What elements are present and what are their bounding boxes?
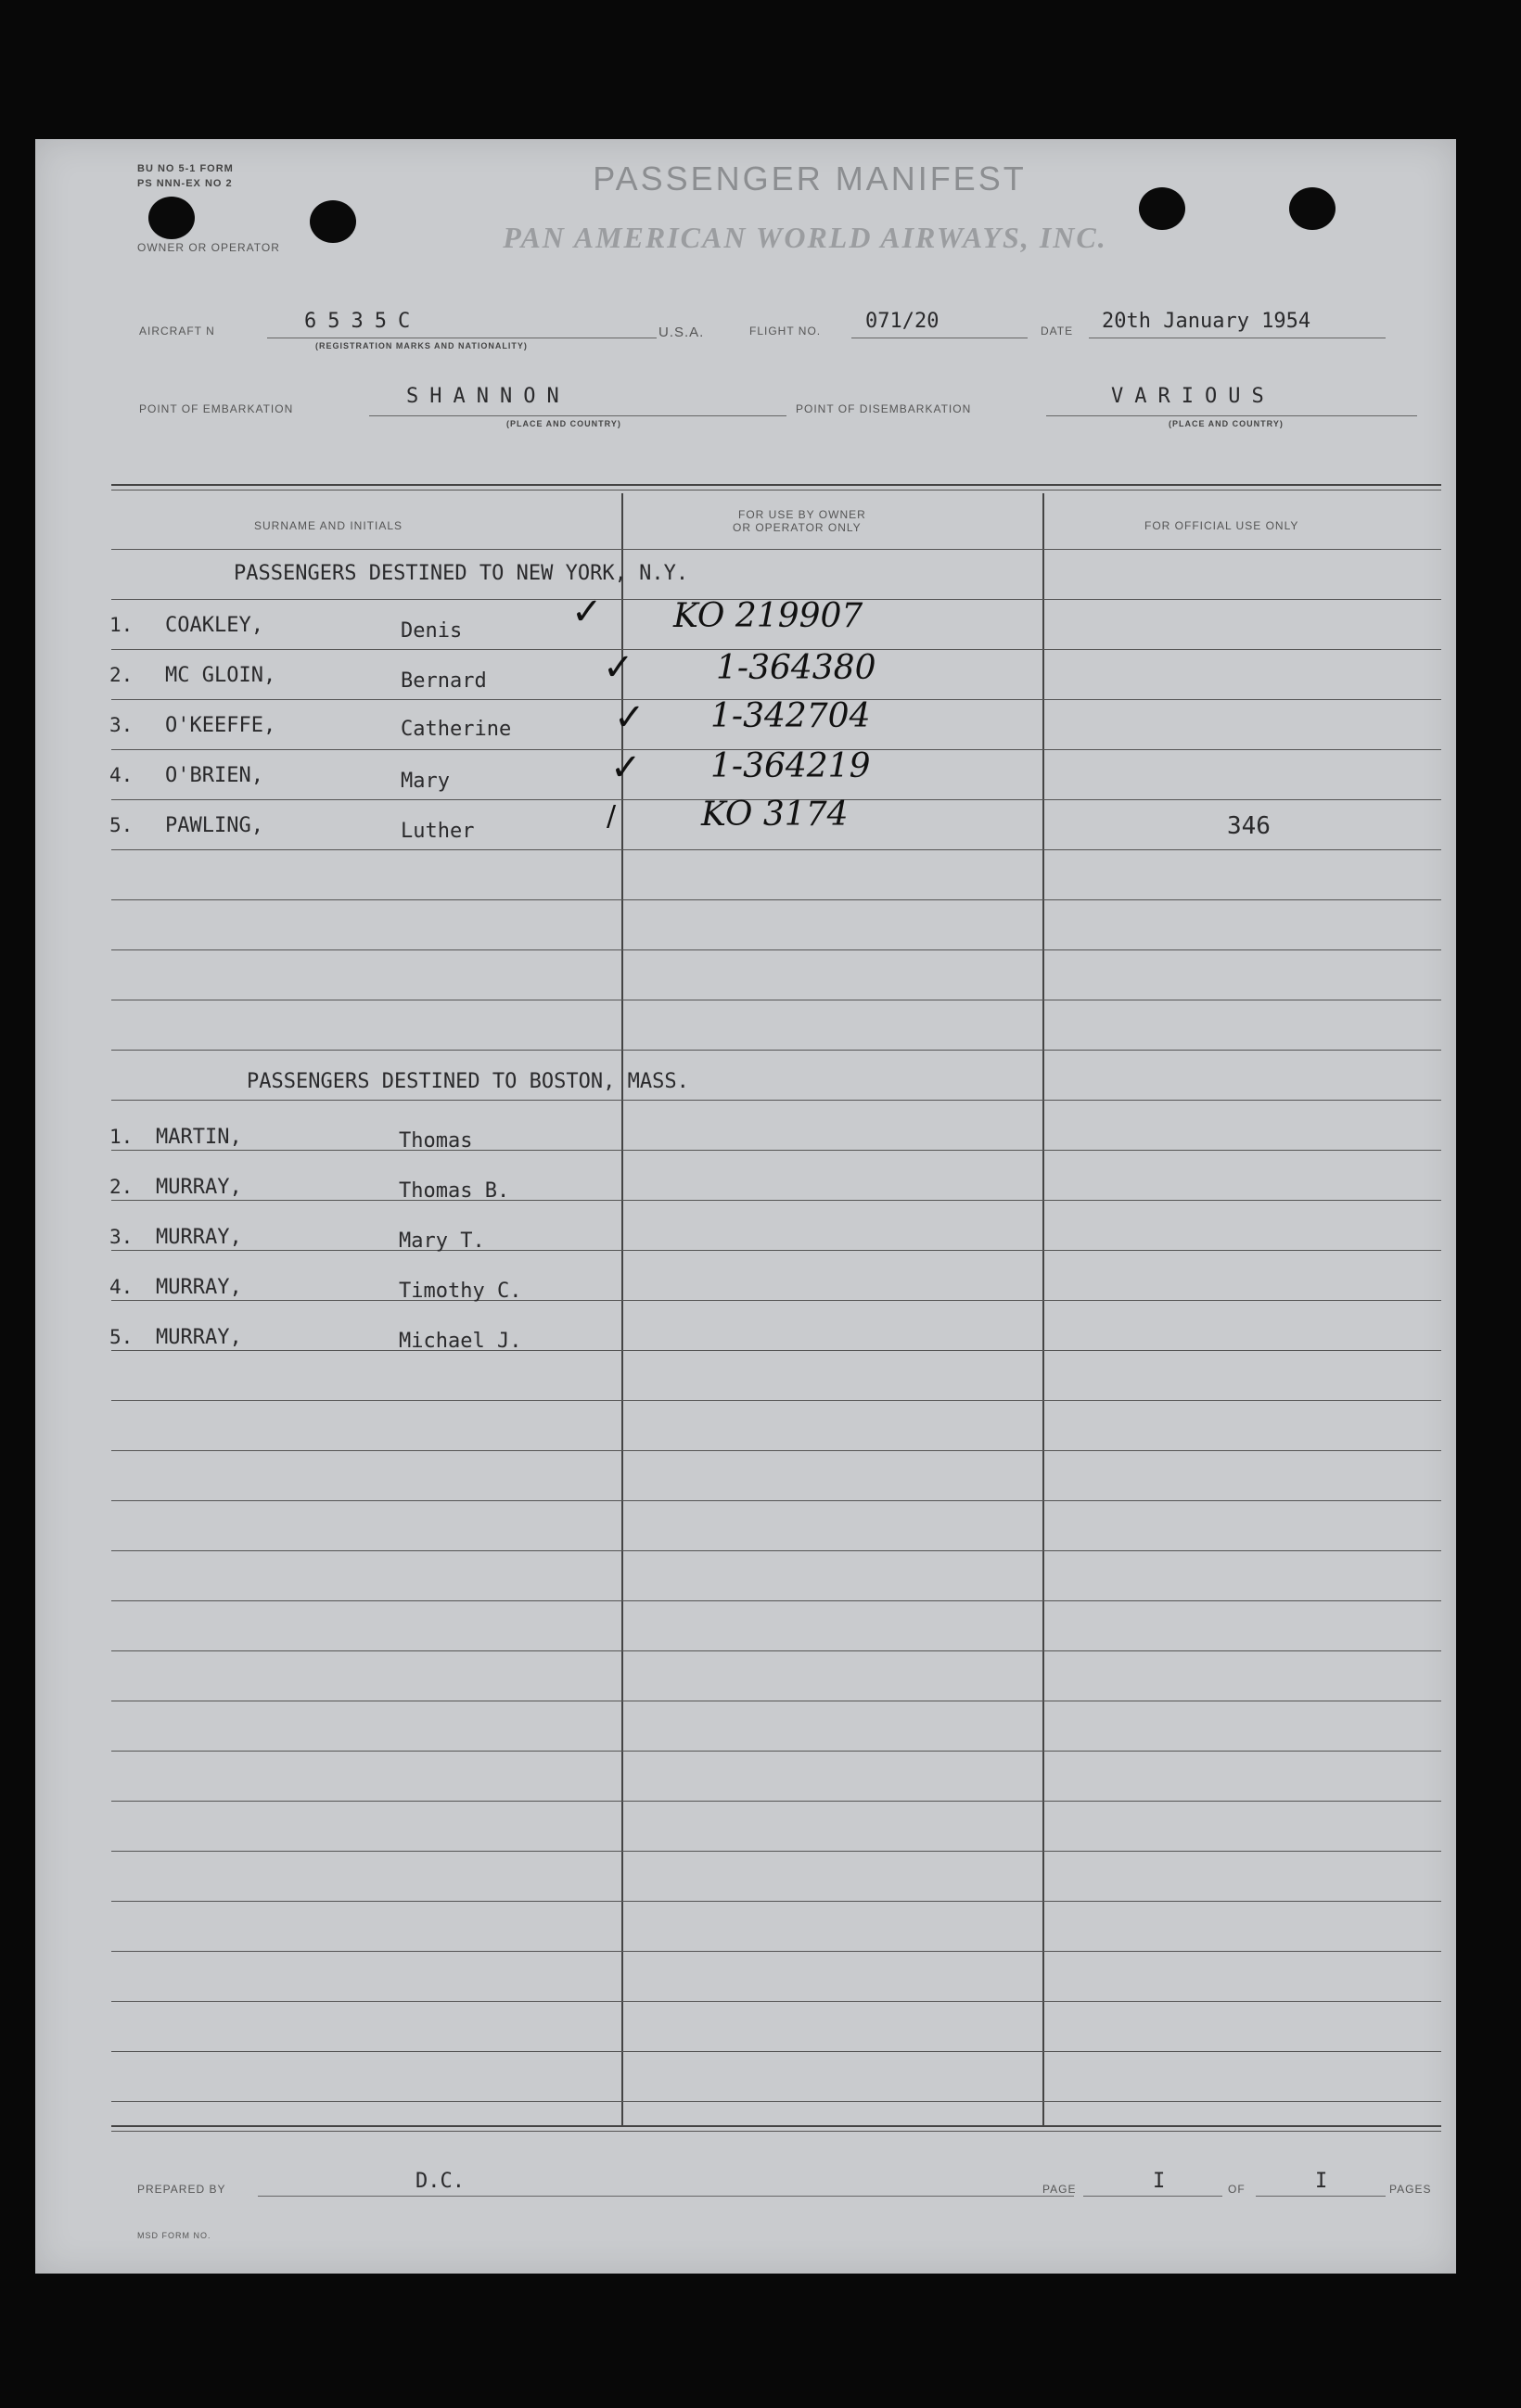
table-bottom-rule — [111, 2125, 1441, 2127]
checkmark-icon: ✓ — [614, 696, 645, 739]
disembarkation-label: POINT OF DISEMBARKATION — [796, 402, 972, 415]
rule-line — [111, 1951, 1441, 1952]
rule-line — [111, 1250, 1441, 1251]
embarkation-label: POINT OF EMBARKATION — [139, 402, 294, 415]
passenger-given-name: Luther — [401, 820, 475, 843]
airline-name: PAN AMERICAN WORLD AIRWAYS, INC. — [503, 221, 1107, 254]
rule-line — [111, 1851, 1441, 1852]
owner-operator-label: OWNER OR OPERATOR — [137, 241, 280, 254]
rule-line — [111, 1200, 1441, 1201]
rule-line — [111, 1300, 1441, 1301]
row-number: 5. — [109, 1326, 134, 1348]
row-number: 3. — [109, 1226, 134, 1248]
rule-line — [111, 1801, 1441, 1802]
checkmark-icon: ✓ — [571, 591, 603, 633]
passenger-given-name: Denis — [401, 619, 463, 643]
row-number: 3. — [109, 714, 134, 736]
group-heading-new-york: PASSENGERS DESTINED TO NEW YORK, N.Y. — [234, 562, 689, 585]
rule-line — [111, 1150, 1441, 1151]
rule-line — [111, 1450, 1441, 1451]
ticket-number: 1-364219 — [710, 747, 871, 785]
embarkation-place-note: (PLACE AND COUNTRY) — [506, 419, 621, 428]
page-underline — [1083, 2196, 1222, 2197]
passenger-given-name: Timothy C. — [399, 1280, 522, 1303]
embarkation-underline — [369, 415, 786, 416]
table-top-rule-2 — [111, 490, 1441, 491]
manifest-title: PASSENGER MANIFEST — [593, 159, 1027, 197]
form-id-line1: BU NO 5-1 FORM — [137, 163, 234, 174]
manifest-sheet — [35, 139, 1456, 2274]
rule-line — [111, 1400, 1441, 1401]
prepared-by-underline — [258, 2196, 1074, 2197]
passenger-surname: MARTIN, — [156, 1126, 242, 1149]
punch-hole-left-2 — [310, 200, 356, 243]
ticket-number: 1-342704 — [710, 697, 871, 735]
passenger-given-name: Mary — [401, 770, 450, 793]
rule-line — [111, 1751, 1441, 1752]
form-code: MSD FORM NO. — [137, 2231, 211, 2240]
prepared-by-label: PREPARED BY — [137, 2183, 226, 2196]
disembarkation-value: VARIOUS — [1111, 385, 1275, 408]
of-label: OF — [1228, 2183, 1246, 2196]
surname-column-header: SURNAME AND INITIALS — [254, 519, 403, 532]
rule-line — [111, 1050, 1441, 1051]
punch-hole-right-1 — [1139, 187, 1185, 230]
passenger-given-name: Catherine — [401, 718, 512, 741]
of-underline — [1256, 2196, 1386, 2197]
passenger-surname: MURRAY, — [156, 1326, 242, 1349]
passenger-surname: COAKLEY, — [165, 614, 263, 637]
punch-hole-right-2 — [1289, 187, 1336, 230]
disembarkation-place-note: (PLACE AND COUNTRY) — [1169, 419, 1284, 428]
rule-line — [111, 1350, 1441, 1351]
prepared-by-value: D.C. — [415, 2170, 465, 2193]
rule-line — [111, 899, 1441, 900]
disembarkation-underline — [1046, 415, 1417, 416]
rule-line — [111, 1550, 1441, 1551]
row-number: 4. — [109, 1276, 134, 1298]
aircraft-value: 6535C — [304, 310, 422, 333]
rule-line — [111, 949, 1441, 950]
page-label: PAGE — [1042, 2183, 1077, 2196]
rule-line — [111, 2101, 1441, 2102]
group-heading-boston: PASSENGERS DESTINED TO BOSTON, MASS. — [247, 1070, 689, 1093]
owner-column-header-line2: OR OPERATOR ONLY — [733, 521, 862, 534]
checkmark-icon: / — [607, 800, 617, 833]
official-column-header: FOR OFFICIAL USE ONLY — [1144, 519, 1299, 532]
passenger-given-name: Bernard — [401, 669, 487, 693]
passenger-surname: O'BRIEN, — [165, 764, 263, 787]
row-number: 1. — [109, 1126, 134, 1148]
ticket-number: KO 3174 — [701, 796, 849, 834]
passenger-surname: MC GLOIN, — [165, 664, 276, 687]
of-value: I — [1315, 2170, 1328, 2193]
passenger-surname: MURRAY, — [156, 1276, 242, 1299]
row-number: 4. — [109, 764, 134, 786]
ticket-number: KO 219907 — [673, 597, 863, 635]
passenger-given-name: Michael J. — [399, 1330, 522, 1353]
passenger-given-name: Thomas — [399, 1129, 473, 1153]
rule-line — [111, 1650, 1441, 1651]
table-bottom-rule-2 — [111, 2131, 1441, 2132]
flight-value: 071/20 — [865, 310, 939, 333]
table-top-rule — [111, 484, 1441, 486]
column-divider-2 — [1042, 493, 1044, 2125]
rule-line — [111, 1500, 1441, 1501]
rule-line — [111, 2051, 1441, 2052]
checkmark-icon: ✓ — [610, 746, 642, 789]
passenger-surname: O'KEEFFE, — [165, 714, 276, 737]
passenger-surname: MURRAY, — [156, 1176, 242, 1199]
row-number: 1. — [109, 614, 134, 636]
embarkation-value: SHANNON — [406, 385, 570, 408]
passenger-given-name: Thomas B. — [399, 1179, 510, 1203]
rule-line — [111, 1901, 1441, 1902]
row-number: 2. — [109, 1176, 134, 1198]
owner-column-header-line1: FOR USE BY OWNER — [738, 508, 866, 521]
punch-hole-left-1 — [148, 197, 195, 239]
flight-label: FLIGHT NO. — [749, 325, 822, 338]
date-value: 20th January 1954 — [1102, 310, 1311, 333]
row-number: 2. — [109, 664, 134, 686]
rule-line — [111, 1100, 1441, 1101]
country-label: U.S.A. — [658, 325, 705, 340]
rule-line — [111, 2001, 1441, 2002]
pages-label: PAGES — [1389, 2183, 1432, 2196]
registration-note: (REGISTRATION MARKS AND NATIONALITY) — [315, 341, 528, 350]
rule-line — [111, 1600, 1441, 1601]
rule-line — [111, 549, 1441, 550]
official-use-value: 346 — [1227, 812, 1271, 840]
form-id-line2: PS NNN-EX NO 2 — [137, 178, 233, 189]
page-value: I — [1153, 2170, 1166, 2193]
passenger-given-name: Mary T. — [399, 1229, 485, 1253]
row-number: 5. — [109, 814, 134, 836]
passenger-surname: PAWLING, — [165, 814, 263, 837]
aircraft-label: AIRCRAFT N — [139, 325, 215, 338]
checkmark-icon: ✓ — [603, 646, 634, 689]
passenger-surname: MURRAY, — [156, 1226, 242, 1249]
rule-line — [111, 849, 1441, 850]
date-label: DATE — [1041, 325, 1074, 338]
ticket-number: 1-364380 — [716, 649, 876, 687]
